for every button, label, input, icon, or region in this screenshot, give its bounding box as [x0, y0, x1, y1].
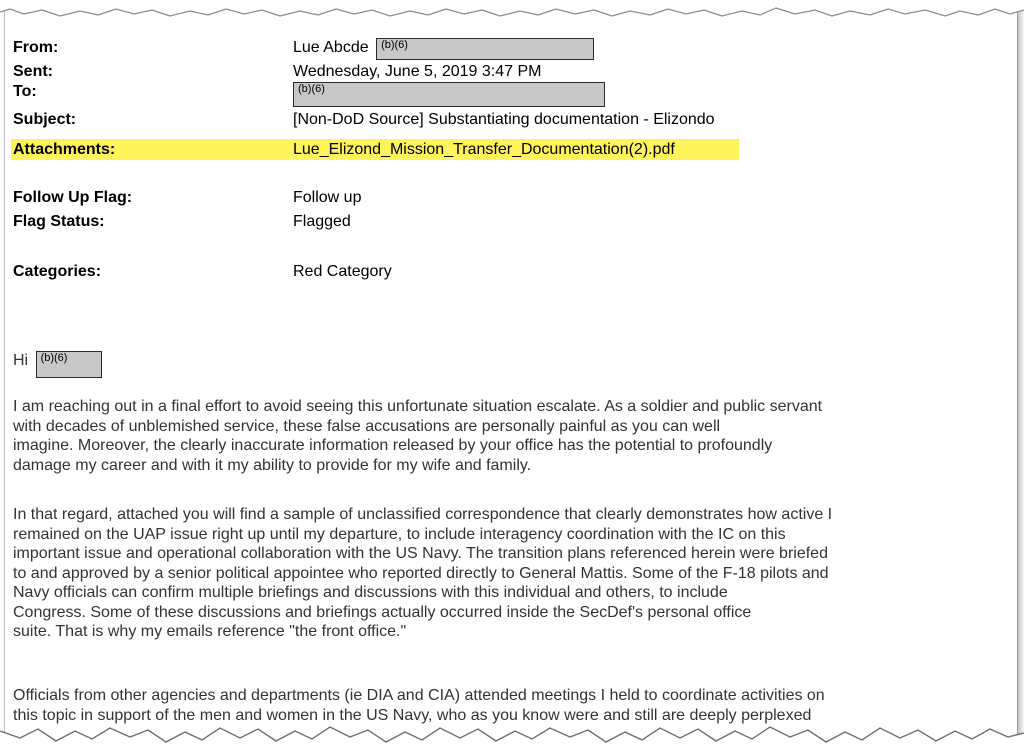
categories-value: Red Category [293, 263, 392, 280]
paragraph-line: remained on the UAP issue right up until my departure, to include interagency coordination with the IC on this [13, 525, 786, 543]
paragraph-line: this topic in support of the men and women in the US Navy, who as you know were and still are deeply perplexed [13, 706, 812, 724]
subject-value: [Non-DoD Source] Substantiating documentation - Elizondo [293, 111, 715, 128]
paragraph-line: to and approved by a senior political appointee who reported directly to General Mattis. Some of the F-18 pilots and [13, 564, 829, 582]
paragraph-2 [13, 505, 1003, 642]
paragraph-3 [13, 686, 1003, 725]
greeting [13, 351, 1003, 378]
followup-label: Follow Up Flag: [13, 189, 133, 206]
to-value [293, 82, 605, 107]
from-redaction-box [376, 38, 594, 60]
paragraph-line: In that regard, attached you will find a sample of unclassified correspondence that clearly demonstrates how active I [13, 506, 833, 523]
paragraph-line: Officials from other agencies and departments (ie DIA and CIA) attended meetings I held to coordinate activities on [13, 687, 825, 704]
from-name: Lue Abcde [293, 39, 369, 56]
to-redaction-code: (b)(6) [298, 83, 325, 95]
paragraph-line: with decades of unblemished service, these false accusations are personally painful as you can well [13, 417, 721, 435]
subject-label: Subject: [13, 111, 77, 128]
paragraph-line: suite. That is why my emails reference "the front office." [13, 623, 407, 640]
greeting-redaction-box [36, 351, 102, 378]
paragraph-line: important issue and operational collaboration with the US Navy. The transition plans referenced herein were briefed [13, 545, 828, 562]
email-printout [4, 8, 1018, 742]
attachments-label: Attachments: [13, 141, 116, 158]
paragraph-1 [13, 397, 1003, 475]
flagstatus-value: Flagged [293, 213, 351, 230]
greeting-text: Hi [13, 352, 29, 369]
to-redaction-box [293, 82, 605, 107]
sent-label: Sent: [13, 63, 53, 80]
from-redaction-code: (b)(6) [381, 39, 408, 51]
greeting-redaction-code: (b)(6) [40, 352, 68, 364]
from-value [293, 38, 594, 60]
paragraph-line: damage my career and with it my ability to provide for my wife and family. [13, 456, 532, 474]
attachments-value: Lue_Elizond_Mission_Transfer_Documentation(2).pdf [293, 141, 675, 158]
paragraph-line: I am reaching out in a final effort to avoid seeing this unfortunate situation escalate. As a soldier and public servant [13, 398, 823, 415]
to-label: To: [13, 83, 37, 100]
paragraph-line: Congress. Some of these discussions and briefings actually occurred inside the SecDef's personal office [13, 603, 752, 621]
followup-value: Follow up [293, 189, 362, 206]
paragraph-line: Navy officials can confirm multiple briefings and discussions with this individual and others, to include [13, 584, 728, 601]
categories-label: Categories: [13, 263, 102, 280]
paragraph-line: imagine. Moreover, the clearly inaccurate information released by your office has the potential to profoundly [13, 437, 773, 454]
sent-value: Wednesday, June 5, 2019 3:47 PM [293, 63, 542, 80]
flagstatus-label: Flag Status: [13, 213, 105, 230]
from-label: From: [13, 39, 59, 56]
